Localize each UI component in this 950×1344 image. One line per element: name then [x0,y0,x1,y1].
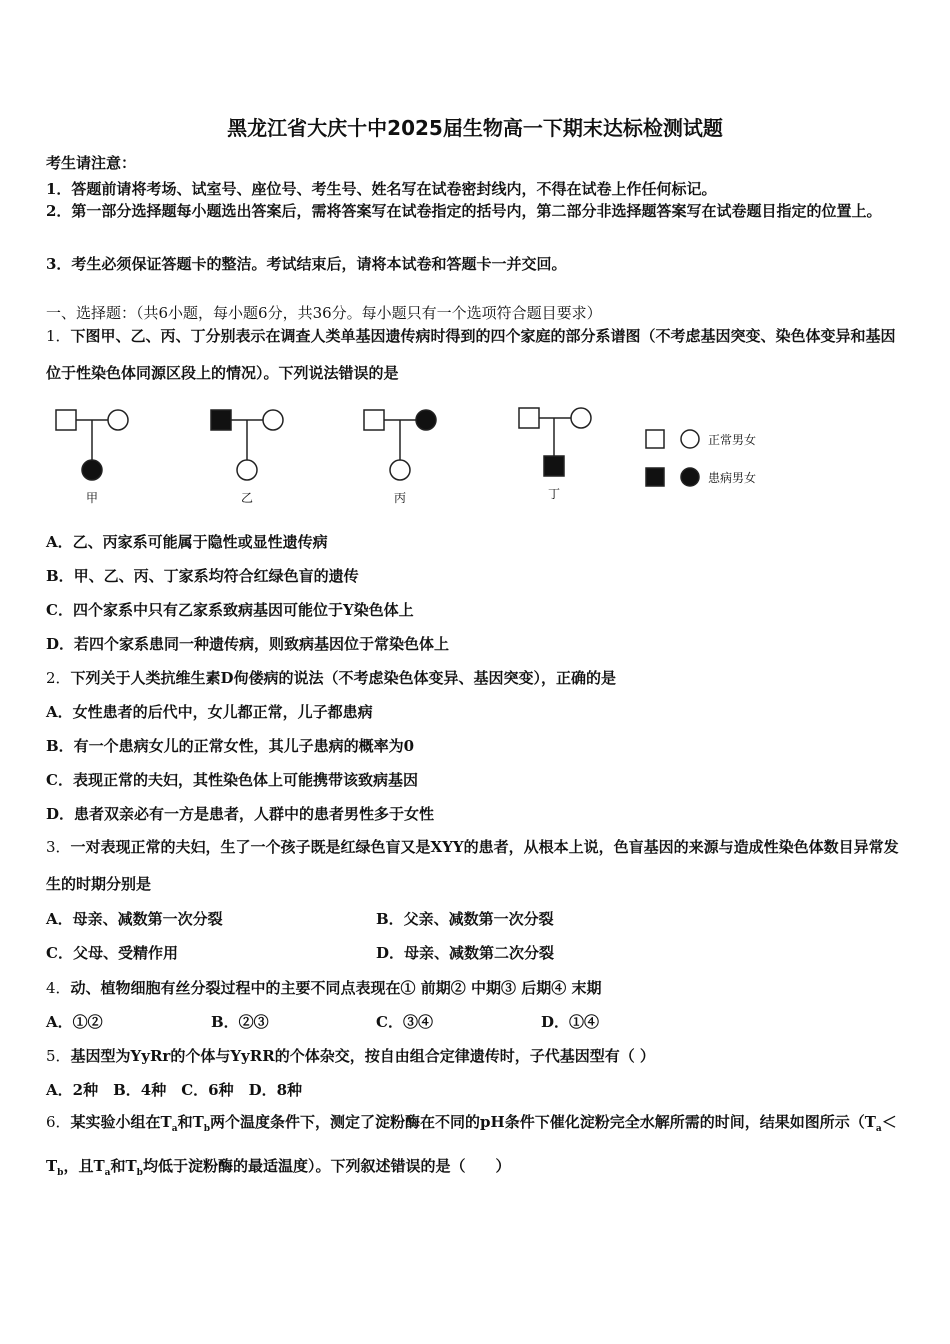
legend-affected-male [646,468,664,486]
notice-item: 3．考生必须保证答题卡的整洁。考试结束后，请将本试卷和答题卡一并交回。 [46,255,567,273]
option-a[interactable]: A．女性患者的后代中，女儿都正常，儿子都患病 [46,703,373,721]
family-label: 丙 [394,491,407,505]
option-d[interactable]: D．①④ [541,1013,600,1031]
subscript: b [57,1168,64,1178]
option-d[interactable]: D．若四个家系患同一种遗传病，则致病基因位于常染色体上 [46,635,450,653]
question-6 [46,1104,908,1192]
family-label: 丁 [548,487,561,501]
option-a[interactable]: A．乙、丙家系可能属于隐性或显性遗传病 [46,533,328,551]
option-b[interactable]: B．甲、乙、丙、丁家系均符合红绿色盲的遗传 [46,567,359,585]
option-b[interactable]: B．②③ [211,1013,269,1031]
answer-options[interactable]: A．2种 B．4种 C．6种 D．8种 [46,1081,303,1099]
pedigree-normal-female [390,460,410,480]
option-a[interactable]: A．母亲、减数第一次分裂 [46,910,223,928]
subscript: a [104,1168,111,1178]
pedigree-normal-male [519,408,539,428]
question-5 [46,1045,655,1066]
question-number: 4． [46,979,71,997]
section-heading: 一、选择题：（共6小题，每小题6分，共36分。每小题只有一个选项符合题目要求） [46,304,602,322]
pedigree-normal-male [364,410,384,430]
question-text: 一对表现正常的夫妇，生了一个孩子既是红绿色盲又是XYY的患者，从根本上说，色盲基因的来源与造成性染色体数目异常发生的时期分别是 [46,838,899,893]
question-text: 和T [177,1113,204,1131]
question-text: 下列关于人类抗维生素D佝偻病的说法（不考虑染色体变异、基因突变），正确的是 [70,669,617,687]
option-c[interactable]: C．③④ [376,1013,433,1031]
legend-affected-label: 患病男女 [708,471,757,485]
notice-item: 2．第一部分选择题每小题选出答案后，需将答案写在试卷指定的括号内，第二部分非选择题答案写在试卷题目指定的位置上。 [46,202,882,220]
option-d[interactable]: D．患者双亲必有一方是患者，人群中的患者男性多于女性 [46,805,435,823]
question-text: 动、植物细胞有丝分裂过程中的主要不同点表现在① 前期② 中期③ 后期④ 末期 [70,979,602,997]
option-d[interactable]: D．母亲、减数第二次分裂 [376,944,555,962]
legend-affected-female [681,468,699,486]
pedigree-normal-female [108,410,128,430]
legend-normal-male [646,430,664,448]
pedigree-affected-female [416,410,436,430]
family-label: 乙 [241,491,254,505]
pedigree-figure [46,398,786,510]
question-text: ＜T [46,1113,897,1175]
question-number: 6． [46,1113,71,1131]
question-2 [46,667,616,688]
question-number: 5． [46,1047,71,1065]
pedigree-normal-female [237,460,257,480]
notice-heading: 考生请注意： [46,154,137,172]
question-1 [46,318,908,392]
question-text: ，且T [63,1157,105,1175]
question-3 [46,829,908,903]
question-text: 某实验小组在T [70,1113,172,1131]
option-b[interactable]: B．有一个患病女儿的正常女性，其儿子患病的概率为0 [46,737,415,755]
question-number: 1． [46,327,71,345]
subscript: a [875,1124,882,1134]
question-number: 3． [46,838,71,856]
question-text: 基因型为YyRr的个体与YyRR的个体杂交，按自由组合定律遗传时，子代基因型有（ ） [70,1047,655,1065]
page-title: 黑龙江省大庆十中2025届生物高一下期末达标检测试题 [227,116,723,140]
notice-item: 1．答题前请将考场、试室号、座位号、考生号、姓名写在试卷密封线内，不得在试卷上作任何标记。 [46,180,717,198]
option-c[interactable]: C．表现正常的夫妇，其性染色体上可能携带该致病基因 [46,771,418,789]
question-text: 和T [110,1157,137,1175]
option-b[interactable]: B．父亲、减数第一次分裂 [376,910,554,928]
subscript: b [136,1168,143,1178]
pedigree-affected-male [211,410,231,430]
question-text: 均低于淀粉酶的最适温度）。下列叙述错误的是（ ） [142,1157,511,1175]
question-text: 两个温度条件下，测定了淀粉酶在不同的pH条件下催化淀粉完全水解所需的时间，结果如图所示（T [210,1113,876,1131]
question-text: 下图甲、乙、丙、丁分别表示在调查人类单基因遗传病时得到的四个家庭的部分系谱图（不考虑基因突变、染色体变异和基因位于性染色体同源区段上的情况）。下列说法错误的是 [46,327,896,382]
pedigree-normal-female [571,408,591,428]
pedigree-normal-female [263,410,283,430]
legend-normal-label: 正常男女 [708,433,757,447]
option-c[interactable]: C．父母、受精作用 [46,944,178,962]
question-number: 2． [46,669,71,687]
family-label: 甲 [86,491,99,505]
pedigree-affected-female [82,460,102,480]
legend-normal-female [681,430,699,448]
pedigree-normal-male [56,410,76,430]
option-c[interactable]: C．四个家系中只有乙家系致病基因可能位于Y染色体上 [46,601,414,619]
subscript: b [203,1124,211,1134]
subscript: a [171,1124,178,1134]
option-a[interactable]: A．①② [46,1013,103,1031]
pedigree-affected-male [544,456,564,476]
question-4 [46,977,601,998]
